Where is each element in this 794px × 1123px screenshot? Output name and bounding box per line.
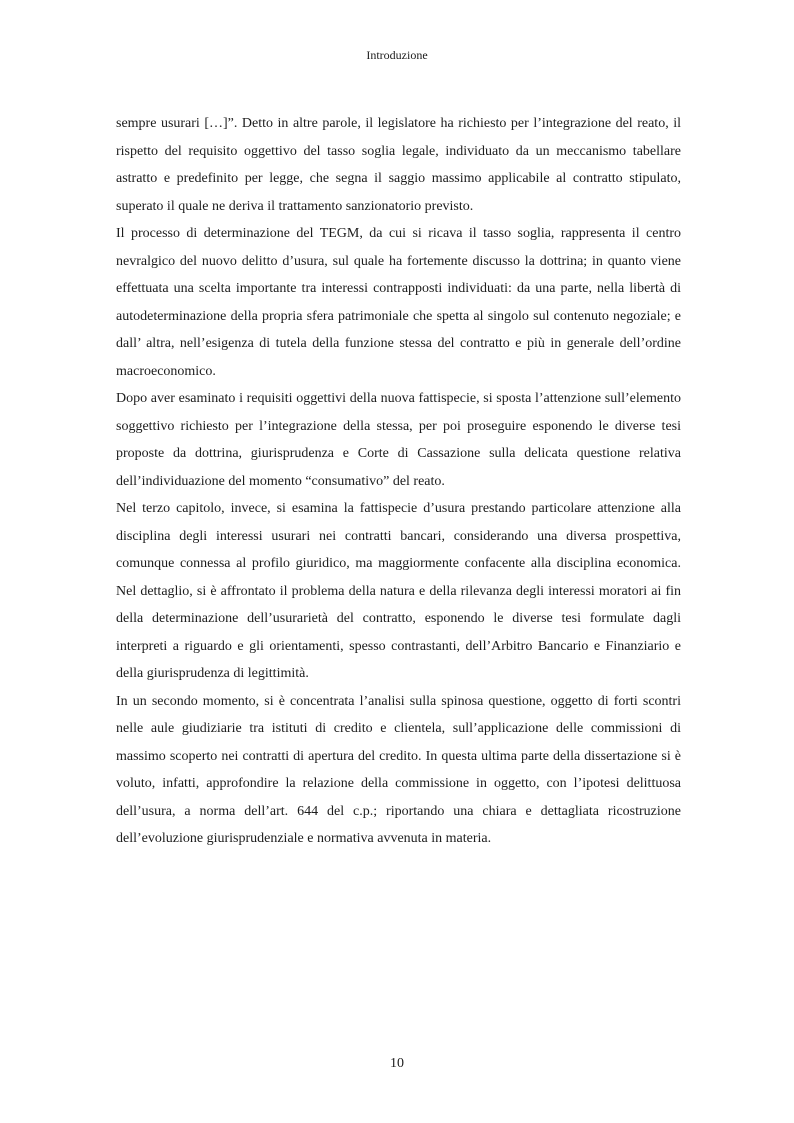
running-header: Introduzione [366,48,428,62]
paragraph: sempre usurari […]”. Detto in altre parole, il legislatore ha richiesto per l’integrazione del reato, il rispetto del requisito oggettivo del tasso soglia legale, individuato da un meccanismo tabellare astratto e predefinito per legge, che segna il saggio massimo applicabile al contratto stipulato, superato il quale ne deriva il trattamento sanzionatorio previsto. [116,116,681,214]
page-number: 10 [390,1056,404,1071]
paragraph: In un secondo momento, si è concentrata l’analisi sulla spinosa questione, oggetto di forti scontri nelle aule giudiziarie tra istituti di credito e clientela, sull’applicazione delle commissioni di massimo scoperto nei contratti di apertura del credito. In questa ultima parte della dissertazione si è voluto, infatti, approfondire la relazione della commissione in oggetto, con l’ipotesi delittuosa dell’usura, a norma dell’art. 644 del c.p.; riportando una chiara e dettagliata ricostruzione dell’evoluzione giurisprudenziale e normativa avvenuta in materia. [116,693,681,846]
body-text [116,110,681,853]
paragraph: Il processo di determinazione del TEGM, da cui si ricava il tasso soglia, rappresenta il centro nevralgico del nuovo delitto d’usura, sul quale ha fortemente discusso la dottrina; in quanto viene effettuata una scelta importante tra interessi contrapposti individuati: da una parte, nella libertà di autodeterminazione della propria sfera patrimoniale che spetta al singolo sul contenuto negoziale; e dall’ altra, nell’esigenza di tutela della funzione stessa del contratto e più in generale dell’ordine macroeconomico. [116,226,681,379]
paragraph: Nel terzo capitolo, invece, si esamina la fattispecie d’usura prestando particolare attenzione alla disciplina degli interessi usurari nei contratti bancari, considerando una diversa prospettiva, comunque connessa al profilo giuridico, ma maggiormente confacente alla disciplina economica. Nel dettaglio, si è affrontato il problema della natura e della rilevanza degli interessi moratori ai fin della determinazione dell’usurarietà del contratto, esponendo le diverse tesi formulate dagli interpreti a riguardo e gli orientamenti, spesso contrastanti, dell’Arbitro Bancario e Finanziario e della giurisprudenza di legittimità. [116,501,681,681]
paragraph: Dopo aver esaminato i requisiti oggettivi della nuova fattispecie, si sposta l’attenzione sull’elemento soggettivo richiesto per l’integrazione della stessa, per poi proseguire esponendo le diverse tesi proposte da dottrina, giurisprudenza e Corte di Cassazione sulla delicata questione relativa dell’individuazione del momento “consumativo” del reato. [116,391,681,489]
